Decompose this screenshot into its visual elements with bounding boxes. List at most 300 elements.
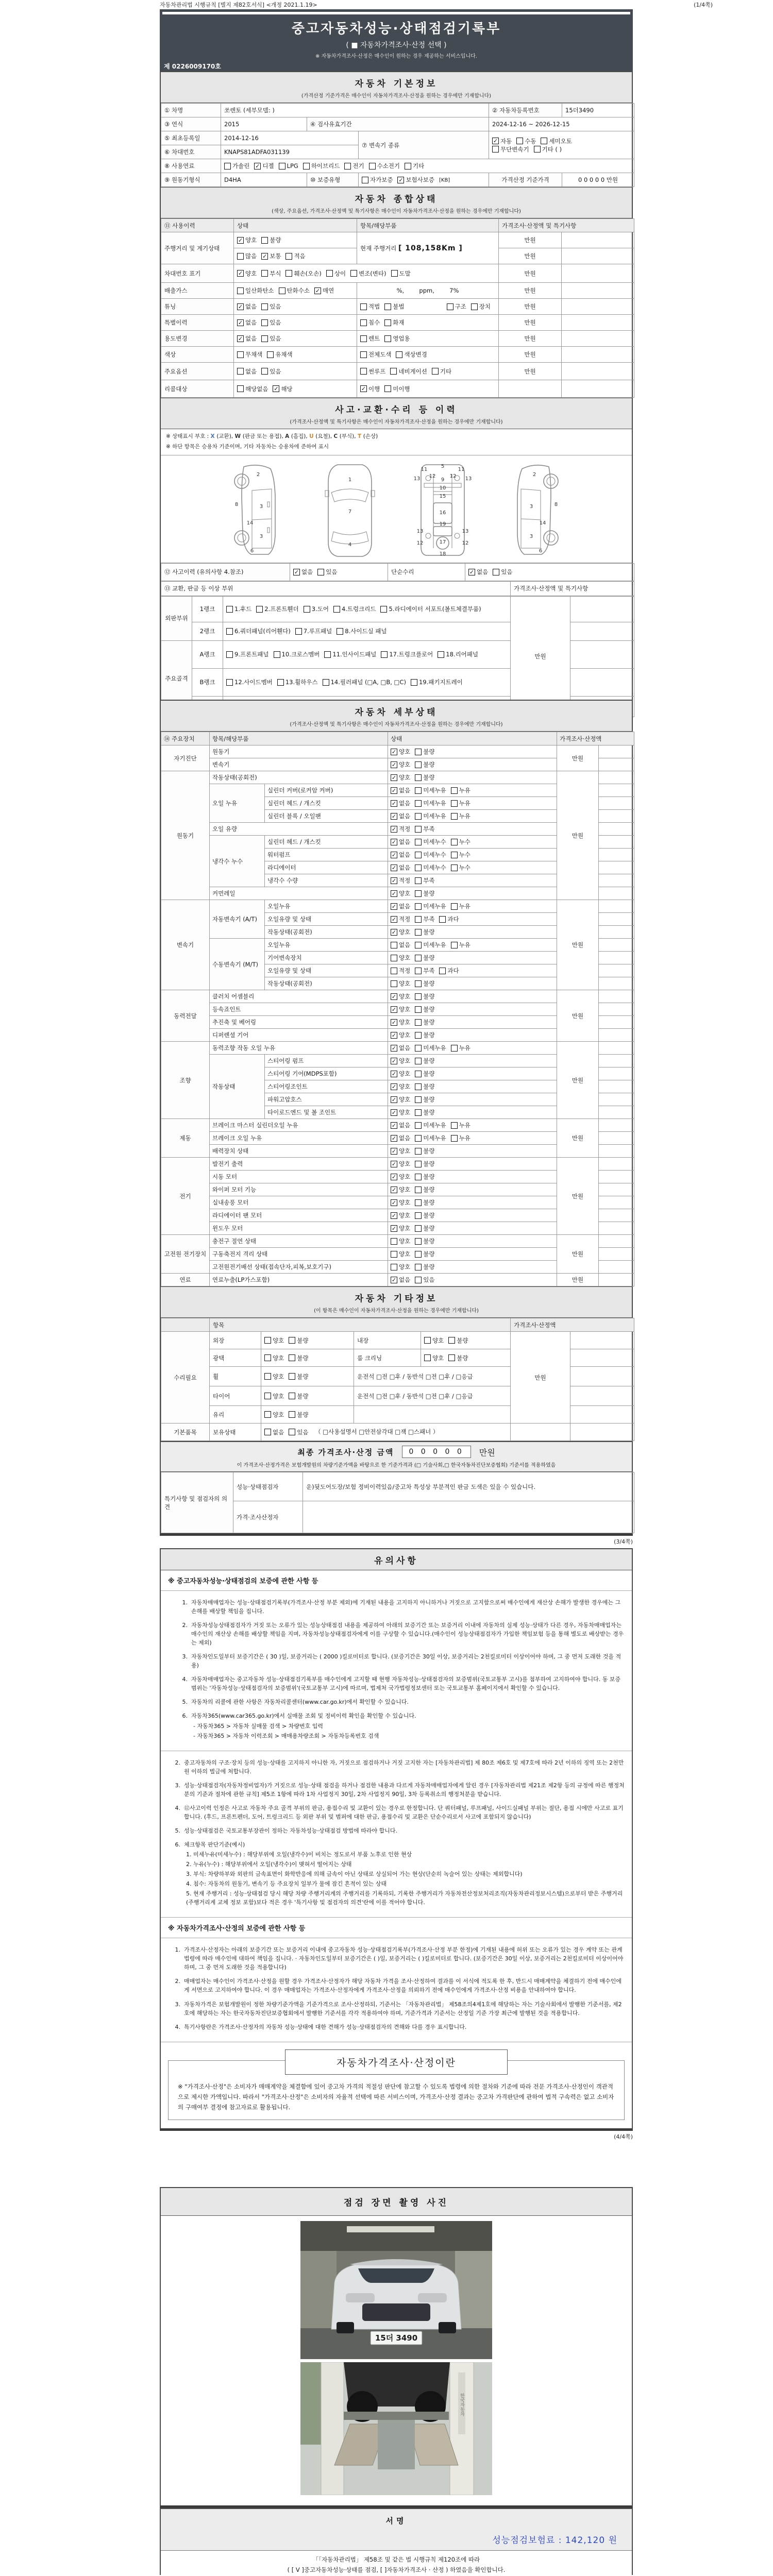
checkbox-unchecked[interactable] — [451, 863, 470, 872]
detail-row — [161, 1158, 634, 1171]
state-checks — [388, 771, 557, 784]
checkbox-label: 불량 — [423, 1199, 435, 1206]
legend-note: ※ 하단 항목은 승용차 기준이며, 기타 자동차는 승용차에 준하여 표시 — [166, 443, 329, 450]
checkbox-icon — [415, 852, 422, 858]
checkbox-unchecked[interactable] — [415, 876, 434, 885]
state-checks — [388, 1106, 557, 1119]
checkbox-checked[interactable] — [391, 1198, 410, 1207]
checkbox-unchecked[interactable] — [391, 1263, 410, 1271]
checkbox-icon — [424, 1337, 431, 1344]
checkbox-icon — [380, 606, 387, 613]
checkbox-unchecked[interactable] — [324, 650, 376, 658]
symbol-code-line — [166, 432, 627, 442]
checkbox-unchecked[interactable] — [317, 568, 337, 576]
checkbox-unchecked[interactable] — [415, 1134, 446, 1142]
checkbox-unchecked[interactable] — [390, 367, 427, 376]
checkbox-label: 불량 — [423, 1070, 435, 1077]
checkbox-unchecked[interactable] — [326, 269, 346, 278]
checkbox-unchecked[interactable] — [360, 350, 391, 359]
checkbox-unchecked[interactable] — [415, 748, 434, 756]
checkbox-unchecked[interactable] — [415, 954, 434, 962]
rankA-label: A랭크 — [192, 640, 223, 668]
notice-item-number: 3. — [175, 2001, 180, 2008]
note-cell — [599, 771, 634, 784]
checkbox-unchecked[interactable] — [360, 302, 380, 311]
checkbox-unchecked[interactable] — [264, 1354, 284, 1362]
checkbox-unchecked[interactable] — [261, 302, 281, 311]
checkbox-unchecked[interactable] — [289, 1411, 308, 1419]
checkbox-label: 누유 — [459, 787, 470, 794]
item-label: 스티어링조인트 — [265, 1080, 388, 1093]
checkbox-checked[interactable] — [391, 1044, 410, 1052]
model-year-value: 2015 — [221, 117, 307, 131]
state-checks — [388, 964, 557, 977]
checkbox-unchecked[interactable] — [360, 367, 385, 376]
checkbox-unchecked[interactable] — [337, 627, 386, 635]
checkbox-unchecked[interactable] — [415, 1005, 434, 1013]
checkbox-checked[interactable] — [391, 1211, 410, 1219]
checkbox-unchecked[interactable] — [279, 162, 298, 170]
checkbox-unchecked[interactable] — [415, 928, 434, 936]
car-name-label: ① 차명 — [161, 104, 221, 117]
checkbox-unchecked[interactable] — [415, 1082, 434, 1091]
checkbox-unchecked[interactable] — [264, 1372, 284, 1381]
checkbox-unchecked[interactable] — [289, 1392, 308, 1400]
checkbox-unchecked[interactable] — [384, 318, 404, 327]
item-label: 실린더 헤드 / 개스킷 — [265, 797, 388, 810]
checkbox-unchecked[interactable] — [267, 350, 292, 359]
checkbox-unchecked[interactable] — [415, 760, 434, 769]
checkbox-unchecked[interactable] — [285, 269, 321, 278]
checkbox-unchecked[interactable] — [424, 1354, 444, 1362]
checkbox-label: 적정 — [399, 967, 411, 974]
checkbox-unchecked[interactable] — [289, 1336, 308, 1345]
checkbox-unchecked[interactable] — [432, 367, 451, 376]
section-accident-history — [161, 398, 632, 429]
checkbox-unchecked[interactable] — [415, 992, 434, 1001]
wheel-label: 휠 — [210, 1367, 261, 1386]
checkbox-unchecked[interactable] — [237, 252, 257, 260]
checkbox-unchecked[interactable] — [333, 605, 376, 613]
checkbox-icon — [415, 1277, 422, 1283]
checkbox-checked[interactable] — [391, 799, 410, 807]
checkbox-checked[interactable] — [391, 902, 410, 910]
checkbox-icon — [237, 287, 244, 294]
checkbox-checked[interactable] — [273, 385, 292, 393]
checkbox-unchecked[interactable] — [439, 915, 459, 923]
checkbox-checked[interactable] — [492, 137, 512, 145]
state-checks — [388, 939, 557, 952]
note-cell — [562, 299, 634, 315]
checkbox-checked[interactable] — [391, 1082, 410, 1091]
checkbox-checked[interactable] — [391, 1031, 410, 1039]
holding-paren: （ □사용설명서 □안전삼각대 □잭 □스패너 ） — [315, 1428, 439, 1436]
checkbox-icon — [384, 335, 391, 342]
checkbox-unchecked[interactable] — [415, 786, 446, 794]
checkbox-checked[interactable] — [391, 825, 410, 833]
checkbox-icon — [391, 980, 397, 987]
checkbox-label: 양호 — [273, 1354, 284, 1362]
checkbox-label: 없음 — [399, 1276, 411, 1283]
checkbox-unchecked[interactable] — [360, 318, 380, 327]
checkbox-unchecked[interactable] — [224, 162, 249, 170]
checkbox-unchecked[interactable] — [439, 967, 459, 975]
checkbox-unchecked[interactable] — [415, 1250, 434, 1258]
checkbox-unchecked[interactable] — [415, 1108, 434, 1116]
checkbox-unchecked[interactable] — [415, 1031, 434, 1039]
checkbox-unchecked[interactable] — [411, 678, 463, 686]
checkbox-unchecked[interactable] — [415, 1224, 434, 1232]
section-title: 점검 장면 촬영 사진 — [343, 2198, 449, 2208]
checkbox-unchecked[interactable] — [447, 302, 466, 311]
checkbox-unchecked[interactable] — [391, 1237, 410, 1245]
checkbox-unchecked[interactable] — [304, 605, 329, 613]
checkbox-icon — [285, 270, 292, 277]
checkbox-unchecked[interactable] — [226, 605, 251, 613]
checkbox-unchecked[interactable] — [516, 137, 536, 145]
checkbox-label: 누유 — [459, 903, 470, 910]
title-banner — [160, 9, 633, 71]
checkbox-checked[interactable] — [237, 318, 257, 327]
transmission-options-row2 — [492, 145, 631, 154]
checkbox-checked[interactable] — [391, 851, 410, 859]
checkbox-checked[interactable] — [254, 162, 274, 170]
checkbox-unchecked[interactable] — [424, 1336, 444, 1345]
checkbox-label: 불법 — [393, 303, 405, 310]
panel-code-6: 6 — [539, 548, 543, 554]
checkbox-label: 없음 — [399, 812, 411, 820]
note-cell — [599, 1003, 634, 1016]
emission-values: %, ppm, 7% — [357, 283, 499, 299]
checkbox-checked[interactable] — [391, 915, 410, 923]
checkbox-checked[interactable] — [391, 786, 410, 794]
checkbox-checked[interactable] — [261, 252, 281, 260]
checkbox-unchecked[interactable] — [451, 1121, 470, 1129]
checkbox-checked[interactable] — [391, 1018, 410, 1026]
checkbox-icon — [369, 163, 376, 170]
sub-group-label: 수동변속기 (M/T) — [210, 939, 265, 990]
checkbox-unchecked[interactable] — [384, 334, 410, 343]
checkbox-unchecked[interactable] — [256, 605, 299, 613]
notice-item-text: 자동차매매업자는 중고자동차 성능·상태점검기록부를 매수인에게 고지할 때 현행 자동차성능·상태점검자의 보증범위(국토교통부 고시)를 첨부하여 고지하여야 합니다. 동 보증범위는 '자동차성능·상태점검자의 보증범위'(국토교통부 고시)에 따르며, 법제처 국가법령정보센터 또는 국토교통부 홈페이지에서 확인할 수 있습니다. — [191, 1676, 621, 1692]
checkbox-unchecked[interactable] — [415, 1185, 434, 1194]
checkbox-checked[interactable] — [391, 863, 410, 872]
checkbox-unchecked[interactable] — [415, 1173, 434, 1181]
checkbox-checked[interactable] — [391, 1173, 410, 1181]
checkbox-unchecked[interactable] — [438, 650, 478, 658]
checkbox-unchecked[interactable] — [384, 385, 410, 393]
panel-code-3: 3 — [529, 533, 533, 539]
checkbox-unchecked[interactable] — [415, 902, 446, 910]
checkbox-checked[interactable] — [314, 286, 334, 295]
checkbox-icon — [362, 177, 368, 183]
checkbox-icon — [384, 303, 391, 310]
checkbox-unchecked[interactable] — [415, 915, 434, 923]
checkbox-unchecked[interactable] — [451, 812, 470, 820]
checkbox-unchecked[interactable] — [415, 825, 434, 833]
checkbox-checked[interactable] — [391, 1095, 410, 1104]
checkbox-checked[interactable] — [397, 176, 434, 184]
checkbox-unchecked[interactable] — [381, 650, 433, 658]
checkbox-label: 자가보증 — [370, 176, 393, 183]
checkbox-unchecked[interactable] — [285, 252, 305, 260]
price-cell — [499, 380, 562, 398]
checkbox-icon: ✓ — [391, 1199, 397, 1206]
checkbox-icon — [451, 903, 458, 910]
checkbox-unchecked[interactable] — [448, 1336, 468, 1345]
notice-item — [168, 1840, 625, 1907]
checkbox-unchecked[interactable] — [415, 967, 434, 975]
fuel-options — [221, 159, 634, 173]
checkbox-unchecked[interactable] — [264, 1336, 284, 1345]
checkbox-unchecked[interactable] — [261, 318, 281, 327]
checkbox-unchecked[interactable] — [261, 334, 281, 343]
panel-code-12: 12 — [416, 540, 424, 546]
checkbox-unchecked[interactable] — [277, 678, 318, 686]
notice-item — [168, 1758, 625, 1776]
checkbox-unchecked[interactable] — [226, 678, 273, 686]
checkbox-label: 18.리어패널 — [446, 651, 479, 658]
checkbox-unchecked[interactable] — [344, 162, 364, 170]
checkbox-label: 양호 — [399, 1096, 411, 1103]
checkbox-unchecked[interactable] — [415, 1070, 434, 1078]
checkbox-unchecked[interactable] — [451, 1134, 470, 1142]
checkbox-unchecked[interactable] — [350, 269, 386, 278]
checkbox-checked[interactable] — [237, 236, 257, 244]
checkbox-unchecked[interactable] — [405, 162, 424, 170]
checkbox-unchecked[interactable] — [415, 889, 434, 897]
checkbox-unchecked[interactable] — [451, 941, 470, 949]
basic-info-table — [161, 103, 634, 187]
checkbox-icon — [344, 163, 351, 170]
checkbox-unchecked[interactable] — [226, 627, 291, 635]
page-1 — [160, 0, 713, 694]
notice-item-text: 성능·상태점검은 국토교통부장관이 정하는 자동차성능·상태점검 방법에 따라야 합니다. — [184, 1827, 398, 1834]
checkbox-unchecked[interactable] — [391, 269, 411, 278]
checkbox-checked[interactable] — [391, 1121, 410, 1129]
checkbox-label: 적음 — [294, 252, 306, 260]
state-checks — [388, 926, 557, 939]
checkbox-icon — [289, 1411, 295, 1418]
checkbox-unchecked[interactable] — [261, 367, 281, 376]
checkbox-icon — [415, 1083, 422, 1090]
fuel-label: ⑧ 사용연료 — [161, 159, 221, 173]
checkbox-unchecked[interactable] — [323, 678, 406, 686]
checkbox-unchecked[interactable] — [396, 350, 427, 359]
report-title: 중고자동차성능·상태점검기록부 — [291, 21, 501, 37]
checkbox-unchecked[interactable] — [415, 863, 446, 872]
checkbox-unchecked[interactable] — [415, 941, 446, 949]
checkbox-checked[interactable] — [360, 385, 380, 393]
engine-type-value: D4HA — [221, 173, 307, 187]
checkbox-unchecked[interactable] — [261, 269, 281, 278]
checkbox-unchecked[interactable] — [237, 286, 274, 295]
checkbox-unchecked[interactable] — [264, 1428, 284, 1436]
checkbox-checked[interactable] — [468, 568, 488, 576]
checkbox-unchecked[interactable] — [415, 1147, 434, 1155]
checkbox-unchecked[interactable] — [415, 1095, 434, 1104]
checkbox-unchecked[interactable] — [415, 979, 434, 988]
checkbox-unchecked[interactable] — [471, 302, 491, 311]
checkbox-unchecked[interactable] — [237, 350, 262, 359]
checkbox-unchecked[interactable] — [237, 367, 257, 376]
checkbox-unchecked[interactable] — [415, 1276, 434, 1284]
checkbox-icon: ✓ — [391, 851, 397, 858]
checkbox-checked[interactable] — [237, 334, 257, 343]
checkbox-unchecked[interactable] — [448, 1354, 468, 1362]
checkbox-unchecked[interactable] — [493, 568, 512, 576]
checkbox-checked[interactable] — [391, 1185, 410, 1194]
checkbox-unchecked[interactable] — [451, 799, 470, 807]
checkbox-unchecked[interactable] — [274, 650, 320, 658]
checkbox-unchecked[interactable] — [362, 176, 393, 184]
checkbox-unchecked[interactable] — [264, 1392, 284, 1400]
checkbox-label: 불량 — [457, 1336, 468, 1344]
checkbox-label: 없음 — [245, 319, 257, 326]
checkbox-unchecked[interactable] — [380, 605, 481, 613]
checkbox-unchecked[interactable] — [415, 812, 446, 820]
checkbox-checked[interactable] — [391, 1108, 410, 1116]
checkbox-unchecked[interactable] — [415, 838, 446, 846]
checkbox-icon — [411, 679, 417, 686]
checkbox-unchecked[interactable] — [451, 902, 470, 910]
checkbox-label: 양호 — [399, 748, 411, 755]
note-cell — [599, 1145, 634, 1158]
checkbox-icon — [279, 287, 285, 294]
checkbox-label: 훼손(오손) — [294, 269, 322, 277]
checkbox-checked[interactable] — [391, 1224, 410, 1232]
checkbox-checked[interactable] — [391, 1134, 410, 1142]
checkbox-unchecked[interactable] — [415, 799, 446, 807]
notice-item-subtext: 4. 침수: 자동차의 원동기, 변속기 등 주요장치 일부가 물에 잠긴 흔적이 있는 상태 — [186, 1880, 387, 1888]
car-diagram-side-right — [499, 461, 572, 560]
checkbox-unchecked[interactable] — [415, 1121, 446, 1129]
car-name-value: 쏘렌토 (세부모델: ) — [221, 104, 489, 117]
checkbox-unchecked[interactable] — [451, 1044, 470, 1052]
notice-item-number: 2. — [175, 1759, 180, 1766]
checkbox-checked[interactable] — [391, 1005, 410, 1013]
checkbox-unchecked[interactable] — [226, 650, 269, 658]
checkbox-label: 미세누유 — [423, 812, 446, 820]
checkbox-unchecked[interactable] — [391, 954, 410, 962]
document-number: 제 0226009170호 — [164, 63, 221, 70]
checkbox-unchecked[interactable] — [289, 1354, 308, 1362]
checkbox-label: 누수 — [459, 851, 470, 858]
rank2-items — [223, 622, 511, 640]
mileage-state-checks — [234, 232, 357, 248]
checkbox-icon — [264, 1354, 271, 1361]
checkbox-unchecked[interactable] — [415, 851, 446, 859]
checkbox-checked[interactable] — [391, 1057, 410, 1065]
checkbox-unchecked[interactable] — [360, 334, 380, 343]
checkbox-label: 5.라디에이터 서포트(볼트체결부품) — [389, 605, 481, 613]
checkbox-icon: ✓ — [391, 1134, 397, 1142]
checkbox-unchecked[interactable] — [415, 1263, 434, 1271]
checkbox-unchecked[interactable] — [415, 1057, 434, 1065]
checkbox-label: 양호 — [399, 890, 411, 897]
checkbox-unchecked[interactable] — [534, 145, 562, 154]
item-label: 발전기 출력 — [210, 1158, 388, 1171]
checkbox-unchecked[interactable] — [391, 967, 410, 975]
notice-item-text: 자동차365(www.car365.go.kr)에서 실매물 조회 및 정비이력 확인을 확인할 수 있습니다. - 자동차365 > 자동차 실매물 검색 > 차량번호 입력 - 자동차365 > 자동차 이력조회 > 매매용차량조회 > 자동차등록번호 검색 — [191, 1711, 416, 1740]
checkbox-unchecked[interactable] — [295, 627, 332, 635]
checkbox-checked[interactable] — [391, 773, 410, 782]
checkbox-checked[interactable] — [391, 1147, 410, 1155]
checkbox-unchecked[interactable] — [415, 1211, 434, 1219]
checkbox-unchecked[interactable] — [415, 773, 434, 782]
checkbox-label: 불량 — [423, 1083, 435, 1090]
form-meta-line — [160, 0, 713, 9]
checkbox-checked[interactable] — [391, 838, 410, 846]
checkbox-icon: ✓ — [391, 787, 397, 794]
panel-code-10: 10 — [439, 485, 446, 491]
item-label: 브레이크 마스터 실린더오일 누유 — [210, 1119, 388, 1132]
checkbox-unchecked[interactable] — [451, 851, 470, 859]
checkbox-icon — [289, 1354, 295, 1361]
checkbox-unchecked[interactable] — [264, 1411, 284, 1419]
checkbox-label: 미세누수 — [423, 864, 446, 871]
checkbox-checked[interactable] — [391, 760, 410, 769]
checkbox-checked[interactable] — [293, 568, 313, 576]
checkbox-unchecked[interactable] — [261, 236, 281, 244]
checkbox-unchecked[interactable] — [384, 302, 404, 311]
checkbox-checked[interactable] — [391, 889, 410, 897]
checkbox-unchecked[interactable] — [391, 941, 410, 949]
checkbox-unchecked[interactable] — [289, 1372, 308, 1381]
checkbox-unchecked[interactable] — [391, 1250, 410, 1258]
checkbox-unchecked[interactable] — [415, 1018, 434, 1026]
checkbox-checked[interactable] — [391, 1160, 410, 1168]
checkbox-checked[interactable] — [391, 928, 410, 936]
checkbox-unchecked[interactable] — [289, 1428, 308, 1436]
checkbox-unchecked[interactable] — [451, 786, 470, 794]
checkbox-unchecked[interactable] — [415, 1198, 434, 1207]
checkbox-label: 렌트 — [368, 335, 380, 342]
checkbox-unchecked[interactable] — [391, 979, 410, 988]
appraiser-opinion-text — [303, 1501, 634, 1533]
checkbox-checked[interactable] — [391, 812, 410, 820]
checkbox-checked[interactable] — [391, 748, 410, 756]
sheet-notice — [160, 1548, 633, 2131]
checkbox-checked[interactable] — [391, 876, 410, 885]
checkbox-checked[interactable] — [391, 992, 410, 1001]
checkbox-label: 수동 — [525, 137, 536, 145]
checkbox-unchecked[interactable] — [415, 1044, 446, 1052]
checkbox-unchecked[interactable] — [492, 145, 529, 154]
checkbox-label: 양호 — [399, 1173, 411, 1180]
checkbox-icon — [415, 980, 422, 987]
item-label: 실린더 커버(로커암 커버) — [265, 784, 388, 797]
checkbox-icon — [289, 1429, 295, 1435]
sheet-signature — [160, 2508, 633, 2575]
checkbox-unchecked[interactable] — [303, 162, 340, 170]
glass-label: 유리 — [210, 1406, 261, 1423]
report-note: ※ 자동차가격조사·산정은 매수인이 원하는 경우 제공하는 서비스입니다. — [315, 54, 477, 59]
checkbox-unchecked[interactable] — [237, 385, 268, 393]
checkbox-unchecked[interactable] — [541, 137, 572, 145]
checkbox-checked[interactable] — [391, 1276, 410, 1284]
checkbox-checked[interactable] — [237, 269, 257, 278]
checkbox-unchecked[interactable] — [369, 162, 400, 170]
checkbox-checked[interactable] — [237, 302, 257, 311]
checkbox-unchecked[interactable] — [451, 838, 470, 846]
checkbox-unchecked[interactable] — [415, 1237, 434, 1245]
checkbox-unchecked[interactable] — [415, 1160, 434, 1168]
checkbox-label: 누수 — [459, 838, 470, 845]
checkbox-label: 없음 — [245, 303, 257, 310]
checkbox-unchecked[interactable] — [279, 286, 310, 295]
checkbox-checked[interactable] — [391, 1070, 410, 1078]
